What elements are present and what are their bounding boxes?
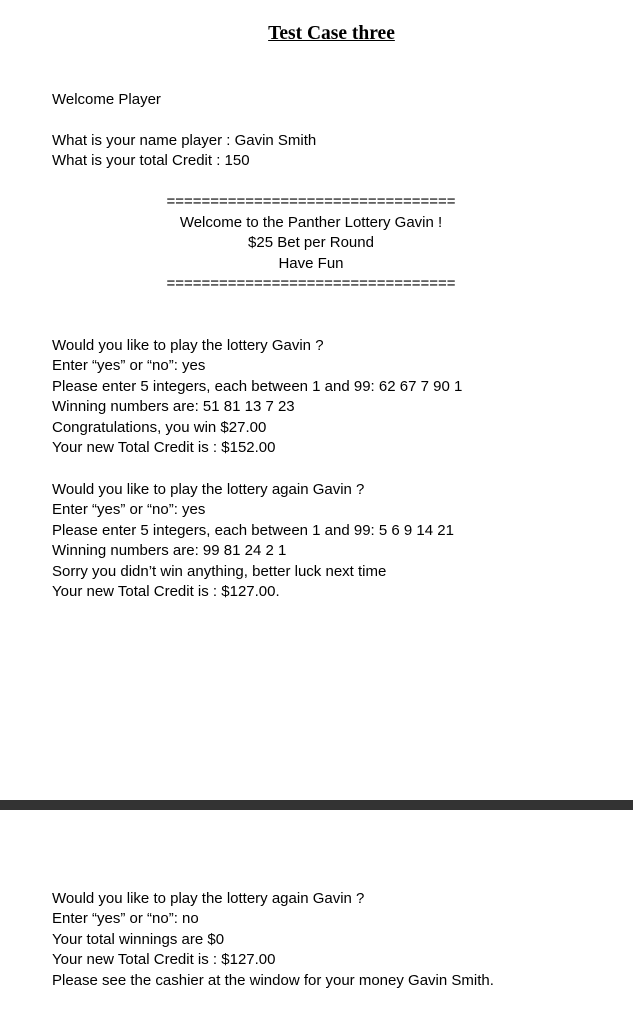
round2-line: Enter “yes” or “no”: yes (52, 501, 206, 518)
banner-line: Have Fun (278, 254, 344, 272)
banner-line: $25 Bet per Round (248, 234, 374, 251)
final-line: Your total winnings are $0 (52, 931, 225, 948)
banner-rule-bottom: ================================= (166, 275, 456, 292)
round1-line: Enter “yes” or “no”: yes (52, 357, 206, 374)
round1-line: Please enter 5 integers, each between 1 and 99: 62 67 7 90 1 (52, 378, 463, 395)
banner-line: Welcome to the Panther Lottery Gavin ! (179, 213, 443, 231)
round1-line: Winning numbers are: 51 81 13 7 23 (52, 398, 295, 415)
round1-line: Would you like to play the lottery Gavin ? (52, 337, 324, 354)
banner-rule-top: ================================= (166, 193, 456, 210)
final-line: Would you like to play the lottery again Gavin ? (52, 890, 365, 907)
final-line: Your new Total Credit is : $127.00 (52, 951, 276, 968)
credit-prompt: What is your total Credit : 150 (52, 152, 250, 169)
page-title: Test Case three (268, 23, 395, 44)
page-break-divider (0, 800, 633, 810)
round2-line: Sorry you didn’t win anything, better luck next time (52, 563, 387, 580)
round2-line: Please enter 5 integers, each between 1 and 99: 5 6 9 14 21 (52, 522, 454, 539)
round2-line: Would you like to play the lottery again Gavin ? (52, 481, 365, 498)
round1-line: Congratulations, you win $27.00 (52, 419, 267, 436)
round1-line: Your new Total Credit is : $152.00 (52, 439, 276, 456)
welcome-banner (0, 192, 622, 295)
welcome-text: Welcome Player (52, 91, 161, 108)
round2-line: Winning numbers are: 99 81 24 2 1 (52, 542, 287, 559)
final-line: Enter “yes” or “no”: no (52, 910, 199, 927)
final-line: Please see the cashier at the window for your money Gavin Smith. (52, 972, 494, 989)
name-prompt: What is your name player : Gavin Smith (52, 132, 317, 149)
round2-line: Your new Total Credit is : $127.00. (52, 583, 280, 600)
